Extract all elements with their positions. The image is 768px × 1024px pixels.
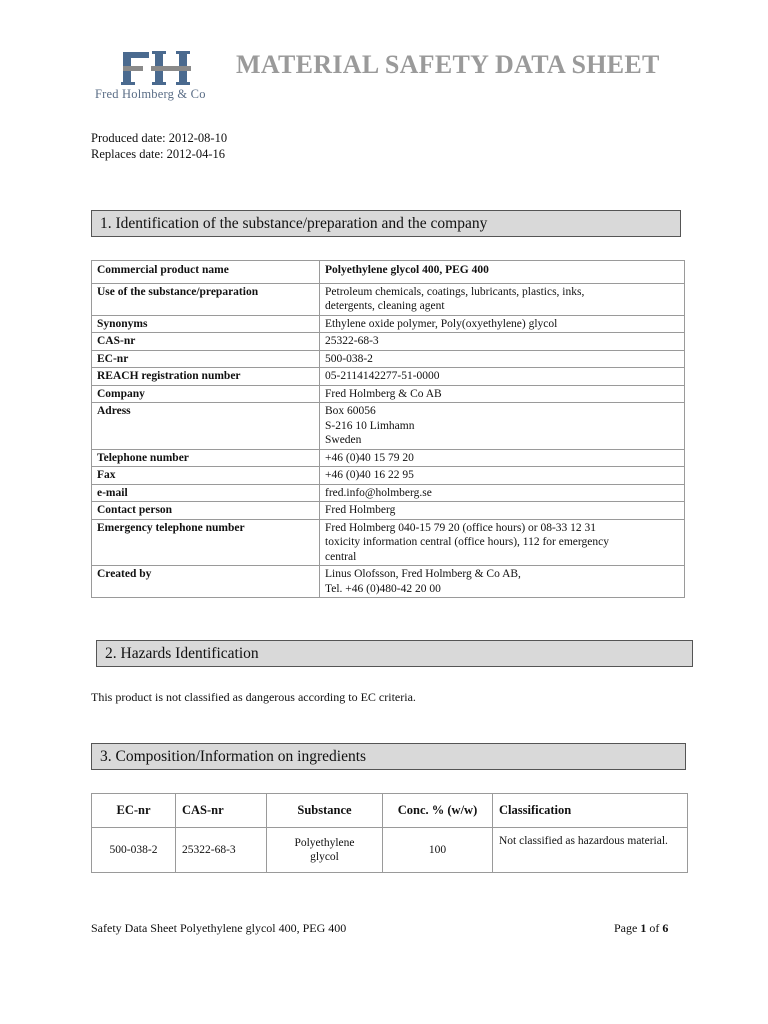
table-row	[92, 350, 685, 368]
value-line: Petroleum chemicals, coatings, lubricants, plastics, inks,	[325, 285, 585, 298]
row-value	[320, 449, 685, 467]
fh-logo-mark	[121, 49, 193, 89]
cell-substance	[267, 828, 383, 873]
of-word: of	[649, 921, 660, 935]
row-label: EC-nr	[92, 350, 320, 368]
page-word: Page	[614, 921, 638, 935]
column-header-substance: Substance	[267, 794, 383, 828]
row-label: Adress	[92, 403, 320, 450]
table-row	[92, 368, 685, 386]
row-value	[320, 502, 685, 520]
table-row	[92, 502, 685, 520]
table-row	[92, 333, 685, 351]
composition-header-row	[92, 794, 688, 828]
table-row	[92, 403, 685, 450]
section-3-heading: 3. Composition/Information on ingredients	[91, 743, 686, 770]
row-label: Company	[92, 385, 320, 403]
value-line: 25322-68-3	[325, 335, 379, 347]
table-row	[92, 283, 685, 315]
composition-table	[91, 793, 688, 873]
company-logo	[93, 49, 228, 105]
value-line: Ethylene oxide polymer, Poly(oxyethylene) glycol	[325, 317, 558, 330]
table-row	[92, 385, 685, 403]
row-value	[320, 368, 685, 386]
row-label: REACH registration number	[92, 368, 320, 386]
value-line: Sweden	[325, 434, 362, 446]
cell-ec-nr: 500-038-2	[92, 828, 176, 873]
document-title: MATERIAL SAFETY DATA SHEET	[236, 50, 660, 79]
section-2-heading: 2. Hazards Identification	[96, 640, 693, 667]
value-line: central	[325, 550, 357, 563]
value-line: S-216 10 Limhamn	[325, 419, 415, 432]
column-header-ec-nr: EC-nr	[92, 794, 176, 828]
row-value	[320, 467, 685, 485]
footer-page-number	[614, 921, 668, 936]
value-line: fred.info@holmberg.se	[325, 486, 432, 499]
table-row	[92, 566, 685, 598]
cell-concentration: 100	[383, 828, 493, 873]
row-label: Synonyms	[92, 315, 320, 333]
table-row	[92, 519, 685, 566]
row-label: Commercial product name	[92, 261, 320, 284]
row-label: Use of the substance/preparation	[92, 283, 320, 315]
row-label: Emergency telephone number	[92, 519, 320, 566]
table-row	[92, 449, 685, 467]
column-header-concentration: Conc. % (w/w)	[383, 794, 493, 828]
row-label: Created by	[92, 566, 320, 598]
value-line: +46 (0)40 16 22 95	[325, 469, 414, 481]
row-value	[320, 333, 685, 351]
row-label: Telephone number	[92, 449, 320, 467]
value-line: Fred Holmberg & Co AB	[325, 387, 442, 400]
value-line: +46 (0)40 15 79 20	[325, 451, 414, 464]
column-header-classification: Classification	[493, 794, 688, 828]
row-value	[320, 385, 685, 403]
value-line: 500-038-2	[325, 352, 373, 365]
row-label: CAS-nr	[92, 333, 320, 351]
column-header-cas-nr: CAS-nr	[176, 794, 267, 828]
value-line: detergents, cleaning agent	[325, 300, 445, 312]
value-line: Tel. +46 (0)480-42 20 00	[325, 582, 441, 595]
footer-document-name: Safety Data Sheet Polyethylene glycol 400, PEG 400	[91, 921, 347, 935]
document-dates	[91, 130, 227, 162]
row-label: e-mail	[92, 484, 320, 502]
substance-line: glycol	[310, 851, 339, 863]
table-row	[92, 315, 685, 333]
identification-table	[91, 260, 685, 598]
table-row	[92, 828, 688, 873]
cell-classification: Not classified as hazardous material.	[493, 828, 688, 873]
row-value	[320, 519, 685, 566]
cell-cas-nr: 25322-68-3	[176, 828, 267, 873]
produced-date: Produced date: 2012-08-10	[91, 131, 228, 145]
value-line: Polyethylene glycol 400, PEG 400	[325, 264, 489, 276]
value-line: Fred Holmberg 040-15 79 20 (office hours) or 08-33 12 31	[325, 521, 597, 534]
replaces-date: Replaces date: 2012-04-16	[91, 147, 225, 161]
row-value	[320, 350, 685, 368]
section-1-heading: 1. Identification of the substance/preparation and the company	[91, 210, 681, 237]
row-value	[320, 566, 685, 598]
total-pages: 6	[662, 921, 669, 935]
value-line: toxicity information central (office hours), 112 for emergency	[325, 536, 609, 548]
row-value	[320, 315, 685, 333]
value-line: Box 60056	[325, 405, 376, 417]
row-label: Contact person	[92, 502, 320, 520]
current-page: 1	[640, 921, 647, 935]
hazards-text: This product is not classified as dangerous according to EC criteria.	[91, 690, 416, 704]
row-value	[320, 283, 685, 315]
row-value	[320, 484, 685, 502]
row-value	[320, 403, 685, 450]
value-line: 05-2114142277-51-0000	[325, 370, 440, 382]
table-row	[92, 261, 685, 284]
table-row	[92, 484, 685, 502]
table-row	[92, 467, 685, 485]
logo-caption: Fred Holmberg & Co	[95, 87, 206, 101]
value-line: Fred Holmberg	[325, 504, 396, 516]
row-value	[320, 261, 685, 284]
substance-line: Polyethylene	[294, 837, 355, 849]
row-label: Fax	[92, 467, 320, 485]
value-line: Linus Olofsson, Fred Holmberg & Co AB,	[325, 568, 521, 580]
